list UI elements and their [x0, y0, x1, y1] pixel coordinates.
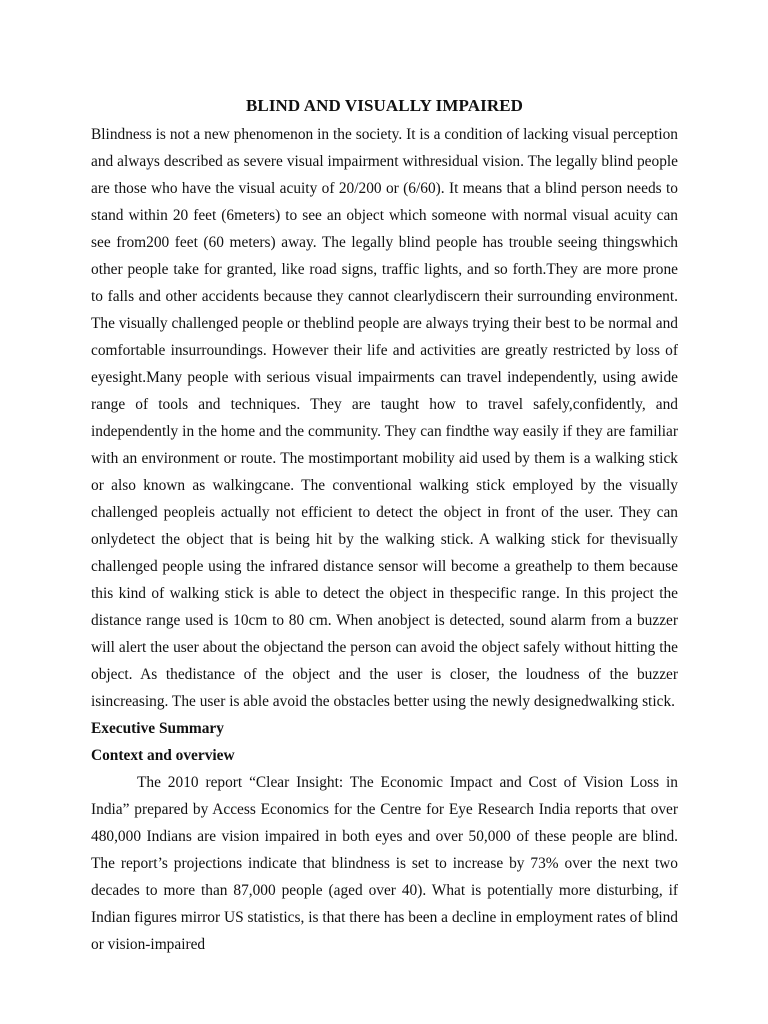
context-paragraph: The 2010 report “Clear Insight: The Economic Impact and Cost of Vision Loss in India” prepared by Access Economics for the Centre for Eye Research India reports that over 480,000 Indians are vision impaired in both eyes and over 50,000 of these people are blind. The report’s projections indicate that blindness is set to increase by 73% over the next two decades to more than 87,000 people (aged over 40). What is potentially more disturbing, if Indian figures mirror US statistics, is that there has been a decline in employment rates of blind or vision-impaired: [91, 774, 678, 953]
document-body: [91, 92, 678, 958]
context-overview-heading: Context and overview: [91, 747, 235, 764]
executive-summary-heading: Executive Summary: [91, 720, 224, 737]
intro-paragraph: Blindness is not a new phenomenon in the society. It is a condition of lacking visual perception and always described as severe visual impairment withresidual vision. The legally blind people are those who have the visual acuity of 20/200 or (6/60). It means that a blind person needs to stand within 20 feet (6meters) to see an object which someone with normal visual acuity can see from200 feet (60 meters) away. The legally blind people has trouble seeing thingswhich other people take for granted, like road signs, traffic lights, and so forth.They are more prone to falls and other accidents because they cannot clearlydiscern their surrounding environment. The visually challenged people or theblind people are always trying their best to be normal and comfortable insurroundings. However their life and activities are greatly restricted by loss of eyesight.Many people with serious visual impairments can travel independently, using awide range of tools and techniques. They are taught how to travel safely,confidently, and independently in the home and the community. They can findthe way easily if they are familiar with an environment or route. The mostimportant mobility aid used by them is a walking stick or also known as walkingcane. The conventional walking stick employed by the visually challenged peopleis actually not efficient to detect the object in front of the user. They can onlydetect the object that is being hit by the walking stick. A walking stick for thevisually challenged people using the infrared distance sensor will become a greathelp to them because this kind of walking stick is able to detect the object in thespecific range. In this project the distance range used is 10cm to 80 cm. When anobject is detected, sound alarm from a buzzer will alert the user about the objectand the person can avoid the object safely without hitting the object. As thedistance of the object and the user is closer, the loudness of the buzzer isincreasing. The user is able avoid the obstacles better using the newly designedwalking stick.: [91, 126, 678, 710]
document-title: BLIND AND VISUALLY IMPAIRED: [245, 96, 524, 115]
